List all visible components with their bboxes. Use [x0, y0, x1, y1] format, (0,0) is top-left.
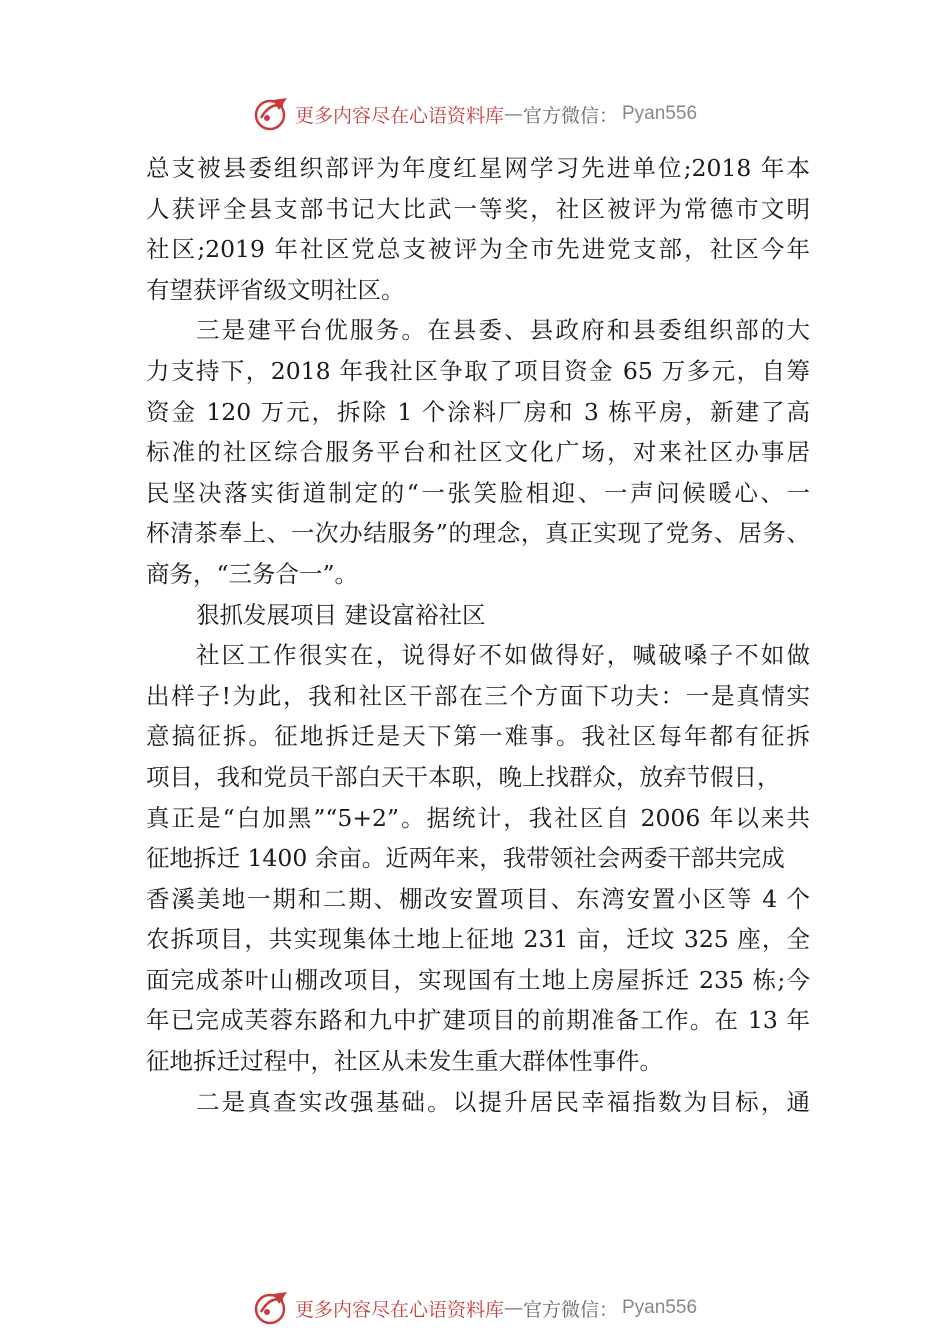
footer-separator: — [503, 1297, 523, 1319]
text-line: 三是建平台优服务。在县委、县政府和县委组织部的大 [196, 316, 810, 345]
text-line: 农拆项目，共实现集体土地上征地 231 亩，迁坟 325 座，全 [146, 925, 810, 954]
text-line: 年已完成芙蓉东路和九中扩建项目的前期准备工作。在 13 年 [146, 1006, 810, 1035]
text-line: 商务，“三务合一”。 [146, 559, 359, 588]
text-line: 资金 120 万元，拆除 1 个涂料厂房和 3 栋平房，新建了高 [146, 397, 810, 426]
text-line: 征地拆迁过程中，社区从未发生重大群体性事件。 [146, 1047, 663, 1076]
footer-banner [0, 1288, 950, 1328]
header-banner [0, 94, 950, 134]
text-line: 意搞征拆。征地拆迁是天下第一难事。我社区每年都有征拆 [146, 722, 810, 751]
footer-wechat-label: 官方微信： [522, 1298, 618, 1321]
document-body [146, 148, 810, 1122]
text-line: 项目，我和党员干部白天干本职，晚上找群众，放弃节假日， [146, 762, 781, 791]
text-line: 狠抓发展项目 建设富裕社区 [196, 600, 486, 629]
brand-logo-icon [253, 96, 291, 132]
header-wechat-id: Pyan556 [622, 103, 698, 124]
text-line: 征地拆迁 1400 余亩。近两年来，我带领社会两委干部共完成 [146, 844, 785, 873]
brand-logo-icon [253, 1290, 291, 1326]
text-line: 真正是“白加黑”“5+2”。据统计，我社区自 2006 年以来共 [146, 803, 810, 832]
header-wechat-label: 官方微信： [522, 104, 618, 127]
text-line: 有望获评省级文明社区。 [146, 275, 405, 304]
text-line: 二是真查实改强基础。以提升居民幸福指数为目标，通 [196, 1087, 810, 1116]
text-line: 出样子!为此，我和社区干部在三个方面下功夫：一是真情实 [146, 681, 810, 710]
text-line: 力支持下，2018 年我社区争取了项目资金 65 万多元，自筹 [146, 356, 810, 385]
text-line: 杯清茶奉上、一次办结服务”的理念，真正实现了党务、居务、 [146, 519, 810, 548]
text-line: 民坚决落实街道制定的“一张笑脸相迎、一声问候暖心、一 [146, 478, 810, 507]
header-brand-text: 更多内容尽在心语资料库 [294, 104, 504, 127]
text-line: 社区;2019 年社区党总支被评为全市先进党支部，社区今年 [146, 235, 810, 264]
footer-brand-text: 更多内容尽在心语资料库 [294, 1298, 504, 1321]
text-line: 面完成茶叶山棚改项目，实现国有土地上房屋拆迁 235 栋;今 [146, 965, 810, 994]
text-line: 人获评全县支部书记大比武一等奖，社区被评为常德市文明 [146, 194, 810, 223]
text-line: 标准的社区综合服务平台和社区文化广场，对来社区办事居 [146, 438, 810, 467]
footer-wechat-id: Pyan556 [622, 1297, 698, 1318]
text-line: 社区工作很实在，说得好不如做得好，喊破嗓子不如做 [196, 641, 810, 670]
text-line: 香溪美地一期和二期、棚改安置项目、东湾安置小区等 4 个 [146, 884, 810, 913]
text-line: 总支被县委组织部评为年度红星网学习先进单位;2018 年本 [146, 154, 810, 182]
header-separator: — [503, 103, 523, 125]
